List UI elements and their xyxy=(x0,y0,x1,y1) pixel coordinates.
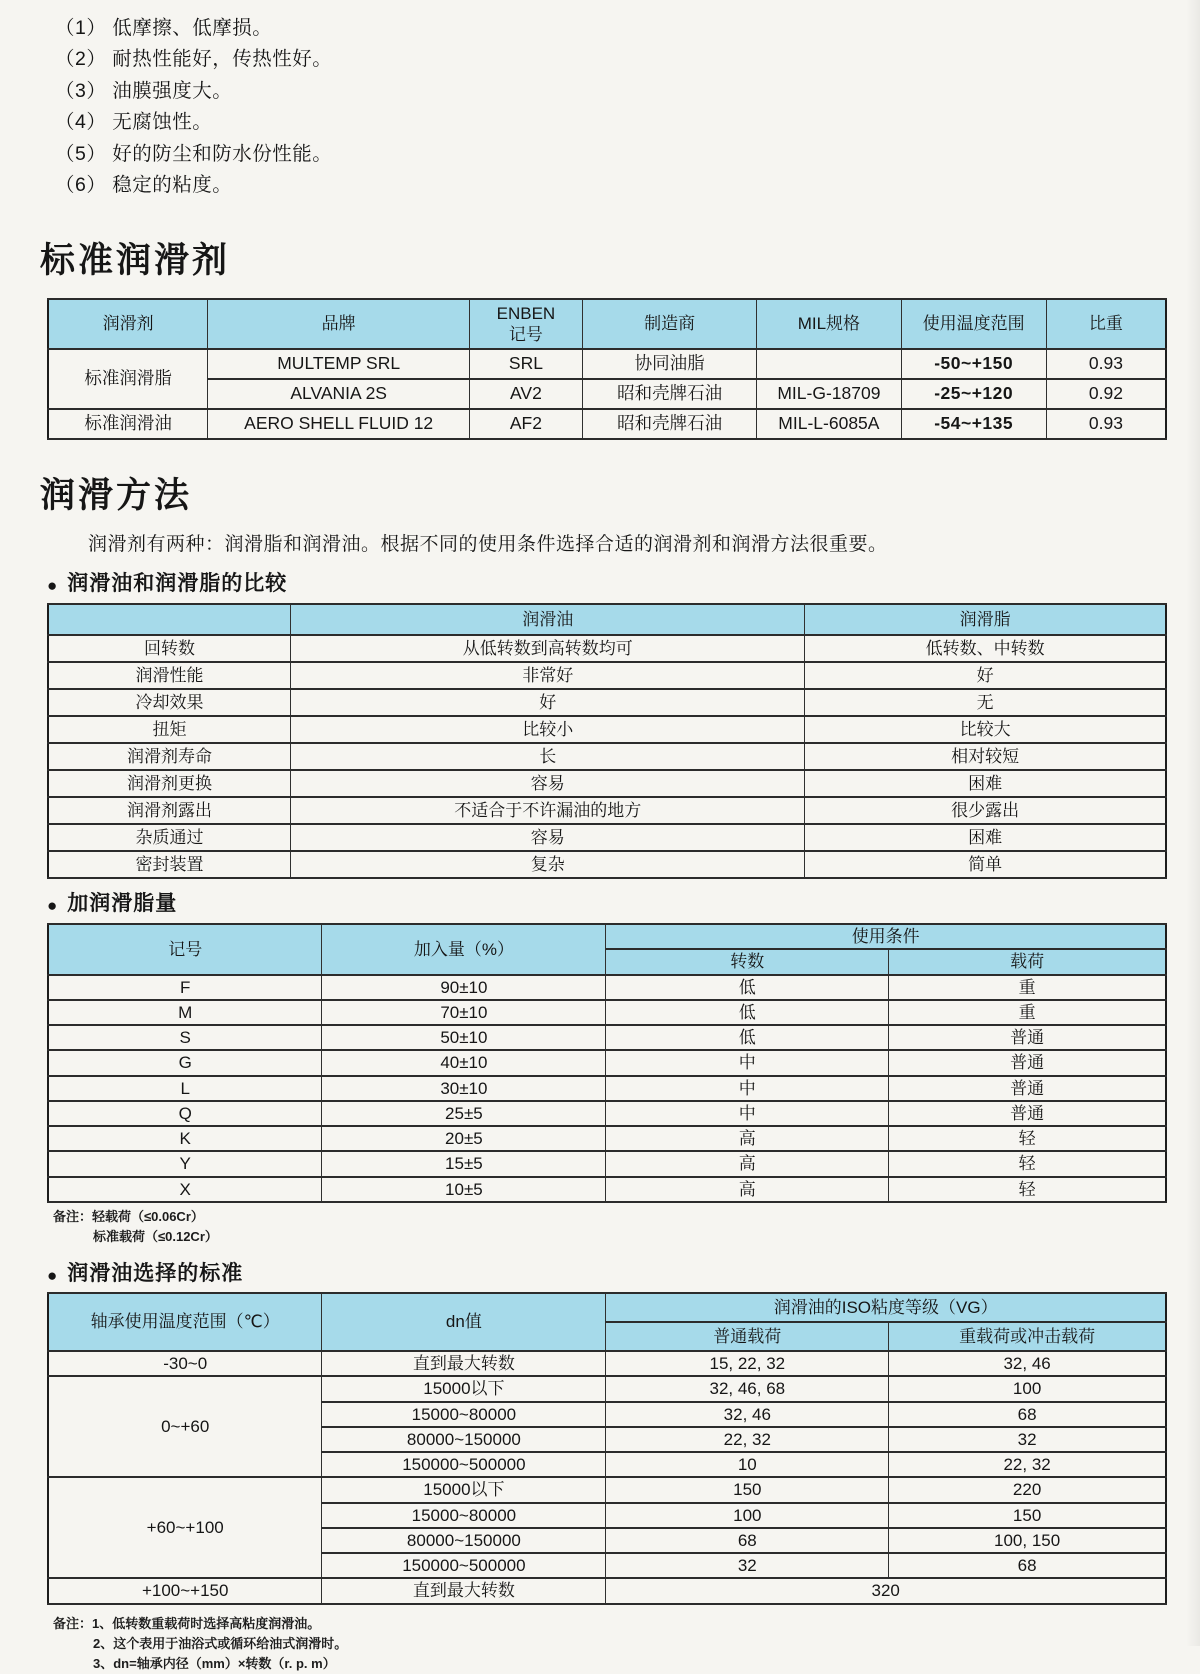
table-cell: Q xyxy=(48,1101,322,1126)
table-cell: 中 xyxy=(606,1050,889,1075)
table-cell: MIL-L-6085A xyxy=(757,409,901,439)
table-cell: 320 xyxy=(606,1578,1166,1603)
table-cell: 昭和壳牌石油 xyxy=(582,409,756,439)
table-header-cell: 普通载荷 xyxy=(606,1322,889,1351)
feature-item-2: （2） 耐热性能好，传热性好。 xyxy=(55,48,333,71)
table-cell: 长 xyxy=(291,743,805,770)
table-cell: -50~+150 xyxy=(901,349,1046,379)
table-cell: 0~+60 xyxy=(48,1376,322,1477)
table-cell: 10 xyxy=(606,1452,889,1477)
table-cell: 32 xyxy=(606,1553,889,1578)
bullet-icon: ● xyxy=(47,895,59,915)
table-header-cell: 品牌 xyxy=(208,299,470,349)
table-cell: -25~+120 xyxy=(901,379,1046,409)
table-row xyxy=(48,635,1166,662)
table-row xyxy=(48,1076,1166,1101)
note-line: 标准载荷（≤0.12Cr） xyxy=(93,1228,218,1244)
oil-table-notes xyxy=(53,1614,1170,1674)
table-row xyxy=(48,662,1166,689)
table-cell: 不适合于不许漏油的地方 xyxy=(291,797,805,824)
table-header-cell: 使用条件 xyxy=(606,924,1166,949)
table-cell: 0.92 xyxy=(1046,379,1166,409)
table-cell: 100 xyxy=(606,1503,889,1528)
table-cell: 比较小 xyxy=(291,716,805,743)
table-row xyxy=(48,1101,1166,1126)
table-row xyxy=(48,1126,1166,1151)
table-header-cell: 润滑油的ISO粘度等级（VG） xyxy=(606,1293,1166,1322)
table-cell: 50±10 xyxy=(322,1025,606,1050)
table-row xyxy=(48,797,1166,824)
grease-amount-table xyxy=(47,923,1167,1203)
table-cell: 150 xyxy=(889,1503,1166,1528)
table-cell: 低 xyxy=(606,1000,889,1025)
table-row xyxy=(48,379,1166,409)
table-cell: 扭矩 xyxy=(48,716,291,743)
table-cell: +60~+100 xyxy=(48,1477,322,1578)
table-header-cell: 润滑剂 xyxy=(48,299,208,349)
table-cell: 回转数 xyxy=(48,635,291,662)
table-cell: 低 xyxy=(606,1025,889,1050)
table-cell: -30~0 xyxy=(48,1351,322,1376)
table-cell: 好 xyxy=(805,662,1166,689)
table-cell: 22, 32 xyxy=(606,1427,889,1452)
table-cell: X xyxy=(48,1177,322,1202)
table-cell: ALVANIA 2S xyxy=(208,379,470,409)
table-cell: 22, 32 xyxy=(889,1452,1166,1477)
table-cell: -54~+135 xyxy=(901,409,1046,439)
table-cell: 容易 xyxy=(291,770,805,797)
table-cell: 高 xyxy=(606,1151,889,1176)
table-row xyxy=(48,824,1166,851)
table-cell: 中 xyxy=(606,1101,889,1126)
table-header-row xyxy=(48,604,1166,635)
table-cell: Y xyxy=(48,1151,322,1176)
table-cell: 润滑剂更换 xyxy=(48,770,291,797)
table-cell: 68 xyxy=(889,1553,1166,1578)
table-cell: MIL-G-18709 xyxy=(757,379,901,409)
table-cell: 150000~500000 xyxy=(322,1553,606,1578)
table-cell: 68 xyxy=(606,1528,889,1553)
grease-table-notes xyxy=(53,1207,1170,1247)
table-cell: 20±5 xyxy=(322,1126,606,1151)
grease-amount-label-text: 加润滑脂量 xyxy=(67,892,178,915)
table-header-row xyxy=(48,1293,1166,1322)
table-cell: 标准润滑脂 xyxy=(48,349,208,409)
table-cell: L xyxy=(48,1076,322,1101)
table-cell: 比较大 xyxy=(805,716,1166,743)
table-cell: F xyxy=(48,975,322,1000)
table-cell: K xyxy=(48,1126,322,1151)
grease-amount-section-label xyxy=(47,892,1170,916)
table-cell: 15±5 xyxy=(322,1151,606,1176)
feature-item-6: （6） 稳定的粘度。 xyxy=(55,174,233,197)
table-cell: 协同油脂 xyxy=(582,349,756,379)
table-cell: 高 xyxy=(606,1126,889,1151)
table-cell: 150000~500000 xyxy=(322,1452,606,1477)
table-cell: 80000~150000 xyxy=(322,1427,606,1452)
feature-item-1: （1） 低摩擦、低摩损。 xyxy=(55,16,273,39)
table-cell: 复杂 xyxy=(291,851,805,878)
table-cell: 从低转数到高转数均可 xyxy=(291,635,805,662)
table-header-cell: 制造商 xyxy=(582,299,756,349)
table-cell: S xyxy=(48,1025,322,1050)
table-row xyxy=(48,1177,1166,1202)
table-header-cell: ENBEN 记号 xyxy=(469,299,582,349)
table-cell: 15000~80000 xyxy=(322,1503,606,1528)
table-cell: 220 xyxy=(889,1477,1166,1502)
table-cell: M xyxy=(48,1000,322,1025)
table-cell: 低 xyxy=(606,975,889,1000)
table-row xyxy=(48,349,1166,379)
feature-item-5: （5） 好的防尘和防水份性能。 xyxy=(55,142,333,165)
table-header-cell: 载荷 xyxy=(889,949,1166,974)
note-line: 备注：轻载荷（≤0.06Cr） xyxy=(53,1208,204,1224)
table-row xyxy=(48,689,1166,716)
feature-item-3: （3） 油膜强度大。 xyxy=(55,79,233,102)
table-row xyxy=(48,851,1166,878)
table-cell: 杂质通过 xyxy=(48,824,291,851)
section-title-lubrication-methods: 润滑方法 xyxy=(40,476,193,515)
table-row xyxy=(48,1050,1166,1075)
table-cell: 150 xyxy=(606,1477,889,1502)
table-cell: AERO SHELL FLUID 12 xyxy=(208,409,470,439)
table-header-cell: dn值 xyxy=(322,1293,606,1351)
table-cell: 15000~80000 xyxy=(322,1402,606,1427)
table-cell: 轻 xyxy=(889,1151,1166,1176)
oil-selection-table xyxy=(47,1292,1167,1605)
intro-paragraph: 润滑剂有两种：润滑脂和润滑油。根据不同的使用条件选择合适的润滑剂和润滑方法很重要。 xyxy=(88,534,888,555)
table-cell: 润滑剂寿命 xyxy=(48,743,291,770)
table-cell: 标准润滑油 xyxy=(48,409,208,439)
table-cell: 25±5 xyxy=(322,1101,606,1126)
feature-item-4: （4） 无腐蚀性。 xyxy=(55,111,213,134)
table-cell xyxy=(757,349,901,379)
oil-selection-section-label xyxy=(47,1262,1170,1286)
note-line: 3、dn=轴承内径（mm）×转数（r. p. m） xyxy=(93,1655,336,1671)
table-row xyxy=(48,409,1166,439)
table-row xyxy=(48,743,1166,770)
table-header-cell: 润滑脂 xyxy=(805,604,1166,635)
note-line: 备注：1、低转数重载荷时选择高粘度润滑油。 xyxy=(53,1615,321,1631)
table-cell: 相对较短 xyxy=(805,743,1166,770)
table-header-cell: 转数 xyxy=(606,949,889,974)
table-cell: 40±10 xyxy=(322,1050,606,1075)
table-cell: 普通 xyxy=(889,1076,1166,1101)
table-cell: 15, 22, 32 xyxy=(606,1351,889,1376)
table-cell: 中 xyxy=(606,1076,889,1101)
oil-vs-grease-comparison-table xyxy=(47,603,1167,879)
table-header-cell: 使用温度范围 xyxy=(901,299,1046,349)
table-header-row xyxy=(48,299,1166,349)
table-cell: 非常好 xyxy=(291,662,805,689)
table-cell: 密封装置 xyxy=(48,851,291,878)
table-header-cell: 加入量（%） xyxy=(322,924,606,975)
table-row xyxy=(48,1000,1166,1025)
standard-lubricants-table xyxy=(47,298,1167,440)
table-cell: 100 xyxy=(889,1376,1166,1401)
table-row xyxy=(48,1376,1166,1401)
table-row xyxy=(48,1351,1166,1376)
table-cell: 容易 xyxy=(291,824,805,851)
table-row xyxy=(48,716,1166,743)
table-cell: 100, 150 xyxy=(889,1528,1166,1553)
table-cell: 68 xyxy=(889,1402,1166,1427)
table-cell: 轻 xyxy=(889,1126,1166,1151)
table-cell: 冷却效果 xyxy=(48,689,291,716)
section-title-standard-lubricants: 标准润滑剂 xyxy=(40,241,231,280)
table-cell: MULTEMP SRL xyxy=(208,349,470,379)
table-cell: +100~+150 xyxy=(48,1578,322,1603)
table-cell: 32, 46 xyxy=(889,1351,1166,1376)
table-cell: 重 xyxy=(889,975,1166,1000)
table-cell: 32, 46 xyxy=(606,1402,889,1427)
table-cell: 15000以下 xyxy=(322,1477,606,1502)
table-cell: 润滑性能 xyxy=(48,662,291,689)
bullet-icon: ● xyxy=(47,575,59,595)
standard-lubricants-table xyxy=(47,298,1167,440)
table-header-cell: 重载荷或冲击载荷 xyxy=(889,1322,1166,1351)
table-cell: 普通 xyxy=(889,1050,1166,1075)
table-cell: 直到最大转数 xyxy=(322,1351,606,1376)
note-line: 2、这个表用于油浴式或循环给油式润滑时。 xyxy=(93,1635,348,1651)
table-cell: 直到最大转数 xyxy=(322,1578,606,1603)
table-cell: 轻 xyxy=(889,1177,1166,1202)
table-cell: 80000~150000 xyxy=(322,1528,606,1553)
table-header-cell: 比重 xyxy=(1046,299,1166,349)
table-cell: AF2 xyxy=(469,409,582,439)
table-cell: G xyxy=(48,1050,322,1075)
oil-vs-grease-comparison-table xyxy=(47,603,1167,879)
table-cell: 昭和壳牌石油 xyxy=(582,379,756,409)
table-row xyxy=(48,1578,1166,1603)
table-row xyxy=(48,1025,1166,1050)
table-cell: 困难 xyxy=(805,770,1166,797)
table-cell: 困难 xyxy=(805,824,1166,851)
oil-selection-label-text: 润滑油选择的标准 xyxy=(67,1262,244,1286)
grease-amount-table xyxy=(47,923,1167,1203)
table-cell: 普通 xyxy=(889,1101,1166,1126)
table-header-cell: MIL规格 xyxy=(757,299,901,349)
table-cell: AV2 xyxy=(469,379,582,409)
table-cell: 0.93 xyxy=(1046,409,1166,439)
table-cell: 32, 46, 68 xyxy=(606,1376,889,1401)
table-header-cell xyxy=(48,604,291,635)
table-cell: 15000以下 xyxy=(322,1376,606,1401)
feature-list xyxy=(55,10,1170,199)
table-cell: 简单 xyxy=(805,851,1166,878)
bullet-icon: ● xyxy=(47,1265,59,1285)
table-cell: 10±5 xyxy=(322,1177,606,1202)
table-cell: 普通 xyxy=(889,1025,1166,1050)
table-cell: 很少露出 xyxy=(805,797,1166,824)
oil-selection-table xyxy=(47,1292,1167,1605)
table-cell: 70±10 xyxy=(322,1000,606,1025)
table-header-cell: 润滑油 xyxy=(291,604,805,635)
table-row xyxy=(48,1151,1166,1176)
comparison-label-text: 润滑油和润滑脂的比较 xyxy=(67,572,288,595)
table-cell: 高 xyxy=(606,1177,889,1202)
table-cell: 重 xyxy=(889,1000,1166,1025)
table-cell: 润滑剂露出 xyxy=(48,797,291,824)
table-header-row xyxy=(48,924,1166,949)
table-cell: SRL xyxy=(469,349,582,379)
table-header-cell: 轴承使用温度范围（℃） xyxy=(48,1293,322,1351)
table-row xyxy=(48,975,1166,1000)
table-cell: 低转数、中转数 xyxy=(805,635,1166,662)
table-cell: 90±10 xyxy=(322,975,606,1000)
table-cell: 好 xyxy=(291,689,805,716)
table-cell: 32 xyxy=(889,1427,1166,1452)
table-cell: 0.93 xyxy=(1046,349,1166,379)
table-header-cell: 记号 xyxy=(48,924,322,975)
comparison-section-label xyxy=(47,572,1170,596)
table-row xyxy=(48,770,1166,797)
table-cell: 无 xyxy=(805,689,1166,716)
table-cell: 30±10 xyxy=(322,1076,606,1101)
table-row xyxy=(48,1477,1166,1502)
